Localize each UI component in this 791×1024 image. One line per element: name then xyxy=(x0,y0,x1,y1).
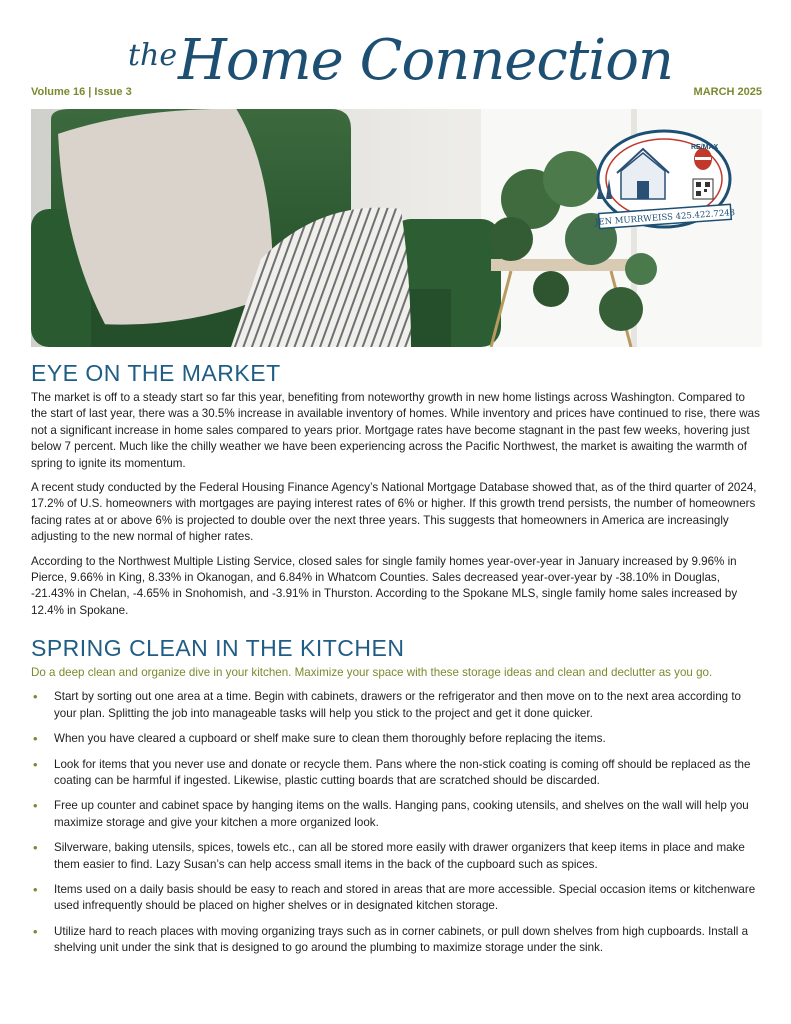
list-item-text: Utilize hard to reach places with moving organizing trays such as in corner cabinets, or pull down shelves from high cupboards. Install a shelving unit under the sink that is designed to go around the plumbing to maximize storage under the sink. xyxy=(54,924,749,955)
list-item-text: Free up counter and cabinet space by hanging items on the walls. Hanging pans, cooking utensils, and shelves on the wall will help you maximize storage and give your kitchen a more organized look. xyxy=(54,799,749,829)
kitchen-tips-list xyxy=(31,689,762,956)
bullet-icon: • xyxy=(33,798,38,814)
kitchen-heading: SPRING CLEAN IN THE KITCHEN xyxy=(31,635,405,662)
bullet-icon: • xyxy=(33,881,38,897)
list-item xyxy=(31,731,762,747)
agent-badge xyxy=(594,131,736,229)
list-item-text: Items used on a daily basis should be easy to reach and stored in areas that are more accessible. Special occasion items or kitchenware used infrequently should be placed on higher shelves or in designated kitchen storage. xyxy=(54,882,756,913)
list-item-text: Start by sorting out one area at a time. Begin with cabinets, drawers or the refrigerator and then move on to the next area according to your plan. Splitting the job into manageable tasks will help you stick to the project and get it done quicker. xyxy=(54,690,741,720)
list-item-text: When you have cleared a cupboard or shelf make sure to clean them thoroughly before replacing the items. xyxy=(54,732,606,746)
market-paragraph: The market is off to a steady start so far this year, benefiting from noteworthy growth in new home listings across Washington. Compared to the start of last year, there was a 30.5% increase in available inventory of homes. While inventory and prices have continued to rise, there was not a significant increase in home sales compared to years prior. Mortgage rates have become stagnant in the past few weeks, hovering just below 7 percent. Much like the chilly weather we have been experiencing across the Pacific Northwest, the market is awaiting the warmth of spring to ignite its momentum. xyxy=(31,391,760,470)
market-heading: EYE ON THE MARKET xyxy=(31,360,281,386)
volume-issue: Volume 16 | Issue 3 xyxy=(31,86,132,98)
list-item xyxy=(31,882,762,915)
bullet-icon: • xyxy=(33,731,38,747)
bullet-icon: • xyxy=(33,689,38,705)
issue-date: MARCH 2025 xyxy=(693,86,762,98)
list-item-text: Silverware, baking utensils, spices, towels etc., can all be stored more easily with drawer organizers that keep items in place and make them easier to find. Lazy Susan’s can help access small items in the back of the cupboard such as spices. xyxy=(54,841,745,871)
hero-photo xyxy=(31,109,762,347)
list-item xyxy=(31,840,762,873)
brand-logo: RE/MAX xyxy=(691,144,719,151)
article-body xyxy=(31,360,762,966)
masthead-title: Home Connection xyxy=(178,28,673,93)
hero-illustration xyxy=(31,109,762,347)
bullet-icon: • xyxy=(33,923,38,939)
kitchen-subheading: Do a deep clean and organize dive in your kitchen. Maximize your space with these storage ideas and clean and declutter as you go. xyxy=(31,666,713,680)
agent-contact: JEN MURRWEISS 425.422.7243 xyxy=(594,208,736,228)
list-item xyxy=(31,798,762,831)
list-item-text: Look for items that you never use and donate or recycle them. Pans where the non-stick coating is coming off should be replaced as the coating can be harmful if ingested. Likewise, plastic cutting boards that are scratched should be discarded. xyxy=(54,757,751,787)
market-paragraph: A recent study conducted by the Federal Housing Finance Agency’s National Mortgage Database showed that, as of the third quarter of 2024, 17.2% of U.S. homeowners with mortgages are paying interest rates of 6% or higher. If this growth trend persists, the number of homeowners facing rates at or above 6% is projected to double over the next three years. This suggests that homeowners in America are increasingly adjusting to the new normal of higher rates. xyxy=(31,481,757,544)
bullet-icon: • xyxy=(33,756,38,772)
list-item xyxy=(31,689,762,722)
masthead-title-small: the xyxy=(128,38,178,73)
market-paragraph: According to the Northwest Multiple Listing Service, closed sales for single family homes year-over-year in January increased by 9.96% in Pierce, 9.66% in King, 8.33% in Okanogan, and 6.84% in Whatcom Counties. Sales decreased year-over-year by -38.10% in Douglas, -21.43% in Chelan, -4.65% in Snohomish, and -3.91% in Thurston. According to the Spokane MLS, single family home sales increased by 12.4% in Spokane. xyxy=(31,554,738,617)
list-item xyxy=(31,924,762,957)
masthead xyxy=(0,0,791,110)
list-item xyxy=(31,757,762,790)
bullet-icon: • xyxy=(33,840,38,856)
